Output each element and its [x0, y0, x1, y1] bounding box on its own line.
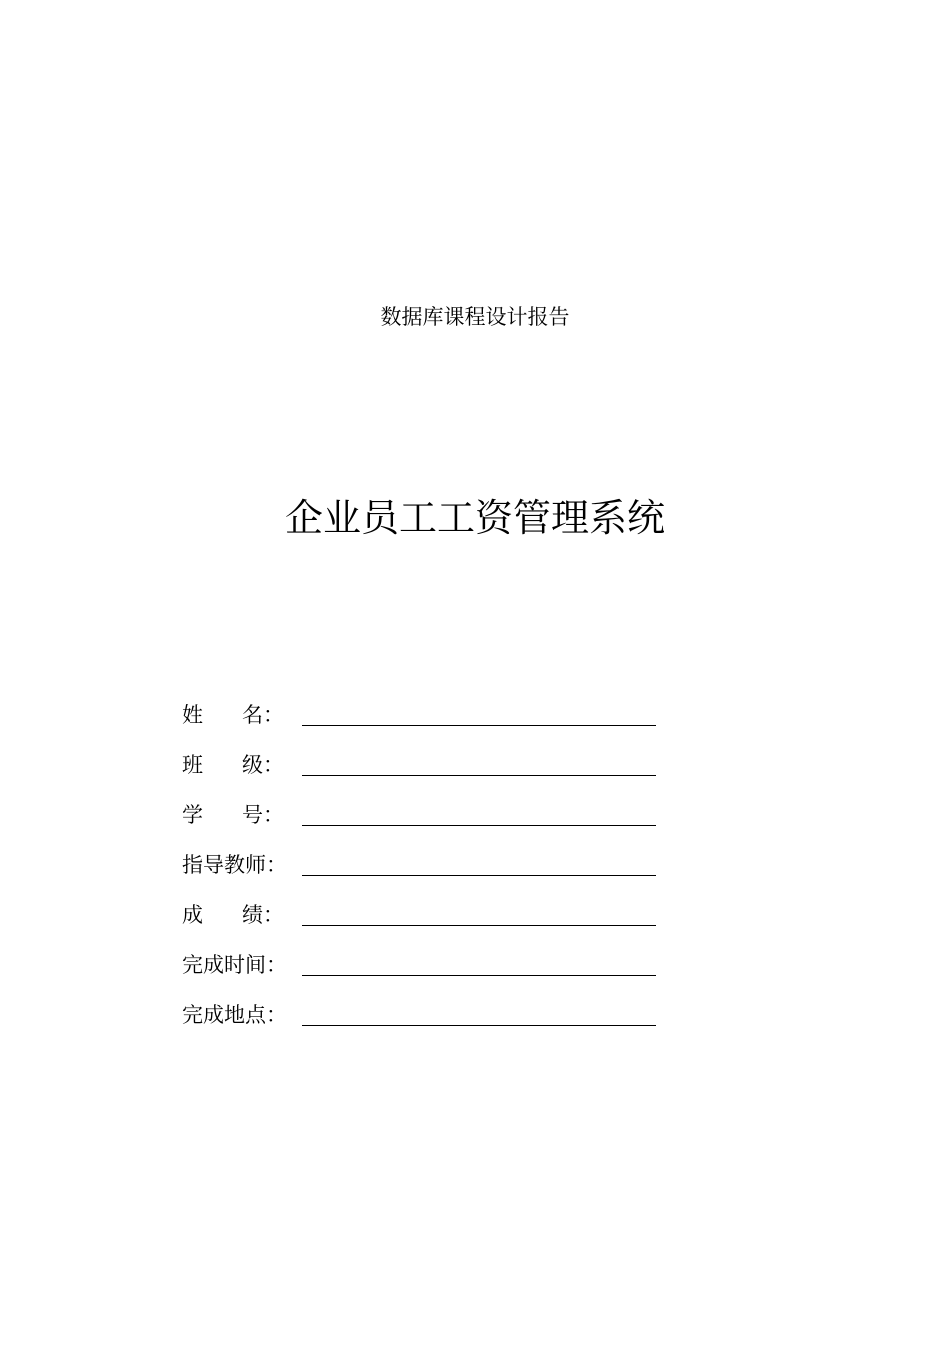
field-label-grade-part2: 绩： — [242, 903, 284, 927]
report-subtitle: 数据库课程设计报告 — [380, 305, 570, 329]
field-label-class-part1: 班 — [182, 753, 203, 777]
field-label-name-part2: 名： — [242, 703, 284, 727]
field-label-name-part1: 姓 — [182, 703, 203, 727]
field-blank-student-id[interactable] — [302, 825, 656, 826]
field-label-advisor-text: 指导教师： — [182, 853, 287, 877]
field-label-name — [182, 700, 284, 730]
field-label-completion-time — [182, 950, 290, 980]
field-blank-completion-time[interactable] — [302, 975, 656, 976]
cover-info-form — [182, 700, 662, 1050]
field-row-advisor — [182, 850, 662, 900]
field-label-student-id-part1: 学 — [182, 803, 203, 827]
field-blank-class[interactable] — [302, 775, 656, 776]
field-row-grade — [182, 900, 662, 950]
field-label-grade-part1: 成 — [182, 903, 203, 927]
field-row-completion-place — [182, 1000, 662, 1050]
field-label-completion-place-text: 完成地点： — [182, 1003, 287, 1027]
field-blank-name[interactable] — [302, 725, 656, 726]
field-row-name — [182, 700, 662, 750]
field-label-class-part2: 级： — [242, 753, 284, 777]
field-row-completion-time — [182, 950, 662, 1000]
field-label-completion-time-text: 完成时间： — [182, 953, 287, 977]
report-title: 企业员工工资管理系统 — [284, 496, 665, 540]
field-blank-advisor[interactable] — [302, 875, 656, 876]
field-label-completion-place — [182, 1000, 290, 1030]
field-label-student-id — [182, 800, 284, 830]
field-blank-grade[interactable] — [302, 925, 656, 926]
field-row-student-id — [182, 800, 662, 850]
field-row-class — [182, 750, 662, 800]
field-label-advisor — [182, 850, 290, 880]
field-label-student-id-part2: 号： — [242, 803, 284, 827]
field-blank-completion-place[interactable] — [302, 1025, 656, 1026]
field-label-class — [182, 750, 284, 780]
field-label-grade — [182, 900, 284, 930]
